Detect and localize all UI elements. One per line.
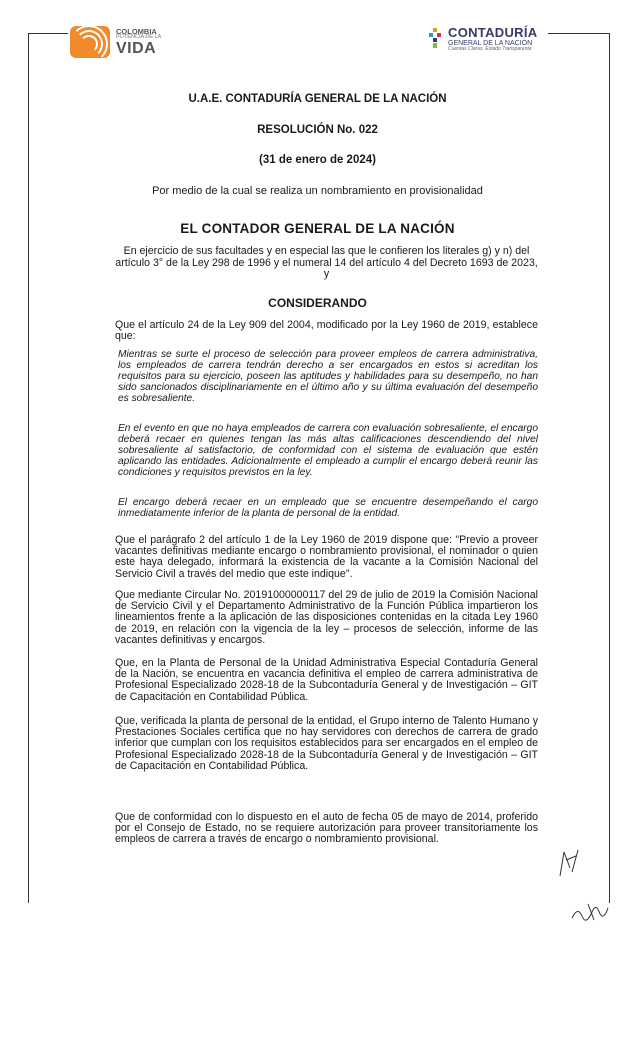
colombia-potencia-logo [70,26,161,58]
logo-line-3: VIDA [116,39,157,57]
contaduria-emblem-icon [426,26,444,50]
paragraph-3: Que mediante Circular No. 20191000000117 del 29 de julio de 2019 la Comisión Nacional de Servicio Civil y el Departamento Administrativo de la Función Pública impartieron los lineamientos frente a la aplicación de las disposiciones contenidas en la citada Ley 1960 de 2019, en relación con la vigencia de la ley – procesos de selección, informe de las vacantes definitivas y encargos. [115,589,538,646]
resolution-number: RESOLUCIÓN No. 022 [257,124,378,136]
paragraph-1: Que el artículo 24 de la Ley 909 del 2004, modificado por la Ley 1960 de 2019, establece que: [115,319,538,343]
page-frame-top-right [548,33,610,34]
waves-icon [70,26,110,58]
quote-2: En el evento en que no haya empleados de carrera con evaluación sobresaliente, el encargo deberá recaer en quienes tengan las más altas calificaciones descendiendo del nivel sobresaliente al satisfactorio, de conformidad con el sistema de evaluación que estén aplicando las entidades. Adicionalmente el empleado a cumplir el encargo deberá reunir las condiciones y requisitos previstos en la ley. [118,423,538,479]
contaduria-subtitle: GENERAL DE LA NACIÓN [448,39,533,47]
logo-line-1: COLOMBIA [116,26,157,36]
initials-mark [556,846,582,880]
signature-mark [570,898,610,924]
paragraph-6: Que de conformidad con lo dispuesto en el auto de fecha 05 de mayo de 2014, proferido por el Consejo de Estado, no se requiere autorización para proveer transitoriamente los empleos de carrera a través de encargo o nombramiento provisional. [115,811,538,846]
paragraph-5: Que, verificada la planta de personal de la entidad, el Grupo interno de Talento Humano y Prestaciones Sociales certifica que no hay servidores con derechos de carrera de grado inferior que cumplan con los requisitos establecidos para ser encargados en el empleo de Profesional Especializado 2028-18 de la Subcontaduría General y de Investigación – GIT de Capacitación en Contabilidad Pública. [115,715,538,772]
logo-line-2: POTENCIA DE LA [116,34,162,40]
entity-heading: U.A.E. CONTADURÍA GENERAL DE LA NACIÓN [188,93,447,105]
paragraph-4: Que, en la Planta de Personal de la Unidad Administrativa Especial Contaduría General de la Nación, se encuentra en vacancia definitiva el empleo de carrera administrativa de Profesional Especializado 2028-18 de la Subcontaduría General y de Investigación – GIT de Capacitación en Contabilidad Pública. [115,657,538,703]
considerando-heading: CONSIDERANDO [268,296,367,310]
resolution-subject: Por medio de la cual se realiza un nombramiento en provisionalidad [152,185,483,197]
quote-1: Mientras se surte el proceso de selección para proveer empleos de carrera administrativa, los empleados de carrera tendrán derecho a ser encargados en estos si acreditan los requisitos para su ejercicio, poseen las aptitudes y habilidades para su desempeño, no han sido sancionados disciplinariamente en el último año y su última evaluación del desempeño es sobresaliente. [118,349,538,405]
paragraph-2: Que el parágrafo 2 del artículo 1 de la Ley 1960 de 2019 dispone que: "Previo a proveer vacantes definitivas mediante encargo o nombramiento provisional, el nominador o quien este haya delegado, informará la existencia de la vacante a la Comisión Nacional del Servicio Civil a través del medio que este indique". [115,534,538,580]
contaduria-slogan: Cuentas Claras, Estado Transparente [448,45,532,52]
contaduria-title: CONTADURÍA [448,25,538,40]
quote-3: El encargo deberá recaer en un empleado que se encuentre desempeñando el cargo inmediatamente inferior de la planta de personal de la entidad. [118,497,538,520]
contaduria-logo [426,26,537,52]
preamble: En ejercicio de sus facultades y en especial las que le confieren los literales g) y n) del artículo 3° de la Ley 298 de 1996 y el numeral 14 del artículo 4 del Decreto 1693 de 2023, y [115,245,538,280]
resolution-date: (31 de enero de 2024) [259,154,376,166]
page-frame-top-left [28,33,68,34]
authority-heading: EL CONTADOR GENERAL DE LA NACIÓN [180,221,455,236]
